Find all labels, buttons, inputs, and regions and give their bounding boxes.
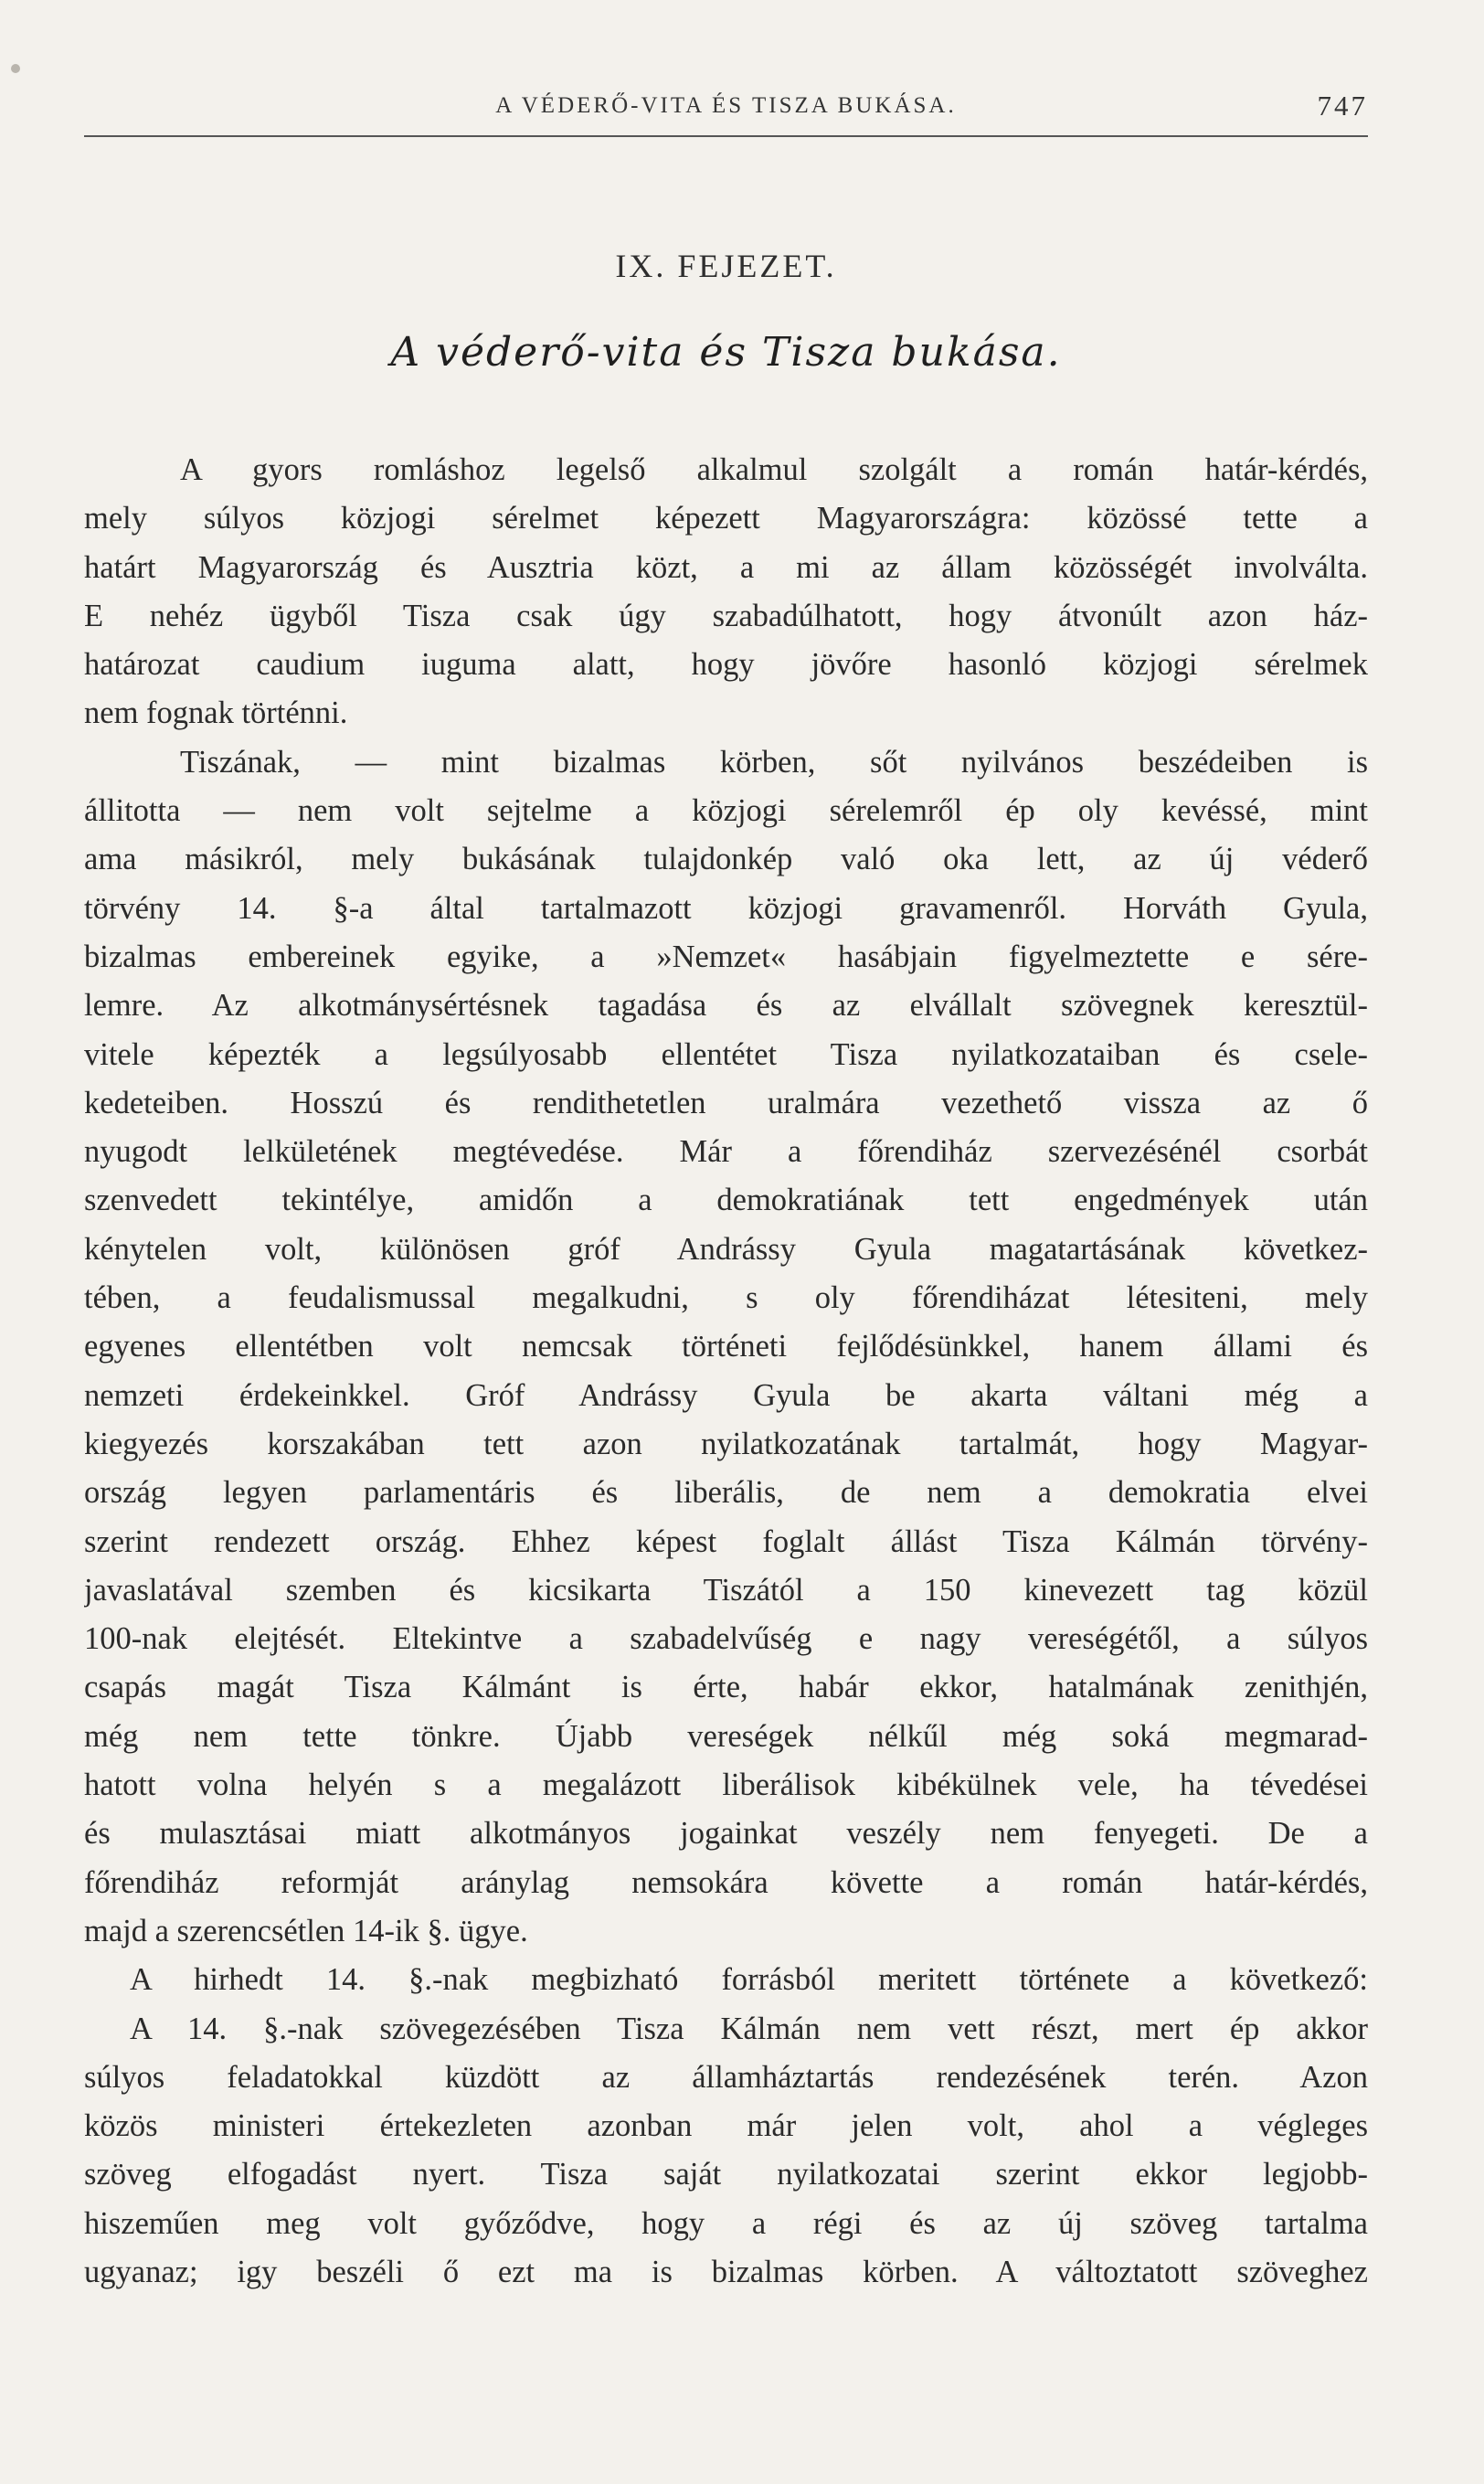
text-line: kiegyezés korszakában tett azon nyilatkozatának tartalmát, hogy Magyar- <box>84 1426 1368 1461</box>
text-line: kedeteiben. Hosszú és rendithetetlen uralmára vezethető vissza az ő <box>84 1085 1368 1120</box>
text-line: E nehéz ügyből Tisza csak úgy szabadúlhatott, hogy átvonúlt azon ház- <box>84 598 1368 633</box>
text-line: bizalmas embereinek egyike, a »Nemzet« hasábjain figyelmeztette e sére- <box>84 939 1368 974</box>
running-header <box>84 90 1368 137</box>
body-text <box>84 446 1368 2297</box>
text-line: egyenes ellentétben volt nemcsak történeti fejlődésünkkel, hanem állami és <box>84 1329 1368 1364</box>
page-number: 747 <box>1317 90 1368 122</box>
chapter-title: A véderő-vita és Tisza bukása. <box>390 329 1062 376</box>
text-line: nemzeti érdekeinkkel. Gróf Andrássy Gyula be akarta váltani még a <box>84 1377 1368 1413</box>
text-line: hiszeműen meg volt győződve, hogy a régi és az új szöveg tartalma <box>84 2205 1368 2241</box>
text-line: ugyanaz; igy beszéli ő ezt ma is bizalmas körben. A változtatott szöveghez <box>84 2254 1368 2289</box>
text-line: szöveg elfogadást nyert. Tisza saját nyilatkozatai szerint ekkor legjobb- <box>84 2157 1368 2192</box>
text-line: A hirhedt 14. §.-nak megbizható forrásból meritett története a következő: <box>130 1962 1368 1998</box>
text-line: még nem tette tönkre. Újabb vereségek nélkűl még soká megmarad- <box>84 1718 1368 1754</box>
text-line: nyugodt lelkületének megtévedése. Már a főrendiház szervezésénél csorbát <box>84 1134 1368 1170</box>
text-line: majd a szerencsétlen 14-ik §. ügye. <box>84 1913 528 1948</box>
text-line: A gyors romláshoz legelső alkalmul szolgált a román határ-kérdés, <box>180 452 1368 487</box>
text-line: határt Magyarország és Ausztria közt, a mi az állam közösségét involválta. <box>84 549 1368 585</box>
text-line: Tiszának, — mint bizalmas körben, sőt nyilvános beszédeiben is <box>180 744 1368 780</box>
text-line: A 14. §.-nak szövegezésében Tisza Kálmán nem vett részt, mert ép akkor <box>130 2011 1368 2046</box>
text-line: főrendiház reformját aránylag nemsokára követte a román határ-kérdés, <box>84 1864 1368 1900</box>
paper-speck <box>11 64 20 73</box>
text-line: szerint rendezett ország. Ehhez képest foglalt állást Tisza Kálmán törvény- <box>84 1523 1368 1559</box>
text-line: ama másikról, mely bukásának tulajdonkép való oka lett, az új véderő <box>84 842 1368 877</box>
text-line: határozat caudium iuguma alatt, hogy jövőre hasonló közjogi sérelmek <box>84 647 1368 683</box>
text-line: súlyos feladatokkal küzdött az államháztartás rendezésének terén. Azon <box>84 2059 1368 2095</box>
text-line: szenvedett tekintélye, amidőn a demokratiának tett engedmények után <box>84 1183 1368 1218</box>
text-line: ország legyen parlamentáris és liberális, de nem a demokratia elvei <box>84 1475 1368 1511</box>
text-line: nem fognak történni. <box>84 695 348 731</box>
text-line: közös ministeri értekezleten azonban már jelen volt, ahol a végleges <box>84 2108 1368 2144</box>
text-line: mely súlyos közjogi sérelmet képezett Magyarországra: közössé tette a <box>84 501 1368 536</box>
running-title: A VÉDERŐ-VITA ÉS TISZA BUKÁSA. <box>495 93 957 118</box>
text-line: vitele képezték a legsúlyosabb ellentétet Tisza nyilatkozataiban és csele- <box>84 1036 1368 1072</box>
text-line: és mulasztásai miatt alkotmányos jogainkat veszély nem fenyegeti. De a <box>84 1816 1368 1852</box>
text-line: kénytelen volt, különösen gróf Andrássy Gyula magatartásának következ- <box>84 1231 1368 1267</box>
text-line: csapás magát Tisza Kálmánt is érte, habár ekkor, hatalmának zenithjén, <box>84 1670 1368 1705</box>
text-line: állitotta — nem volt sejtelme a közjogi sérelemről ép oly kevéssé, mint <box>84 793 1368 829</box>
text-line: törvény 14. §-a által tartalmazott közjogi gravamenről. Horváth Gyula, <box>84 890 1368 926</box>
text-line: tében, a feudalismussal megalkudni, s oly főrendiházat létesiteni, mely <box>84 1280 1368 1316</box>
text-line: lemre. Az alkotmánysértésnek tagadása és az elvállalt szövegnek keresztül- <box>84 988 1368 1024</box>
chapter-number: IX. FEJEZET. <box>615 248 837 284</box>
text-line: javaslatával szemben és kicsikarta Tiszától a 150 kinevezett tag közül <box>84 1572 1368 1608</box>
text-line: 100-nak elejtését. Eltekintve a szabadelvűség e nagy vereségétől, a súlyos <box>84 1621 1368 1657</box>
text-line: hatott volna helyén s a megalázott liberálisok kibékülnek vele, ha tévedései <box>84 1767 1368 1803</box>
